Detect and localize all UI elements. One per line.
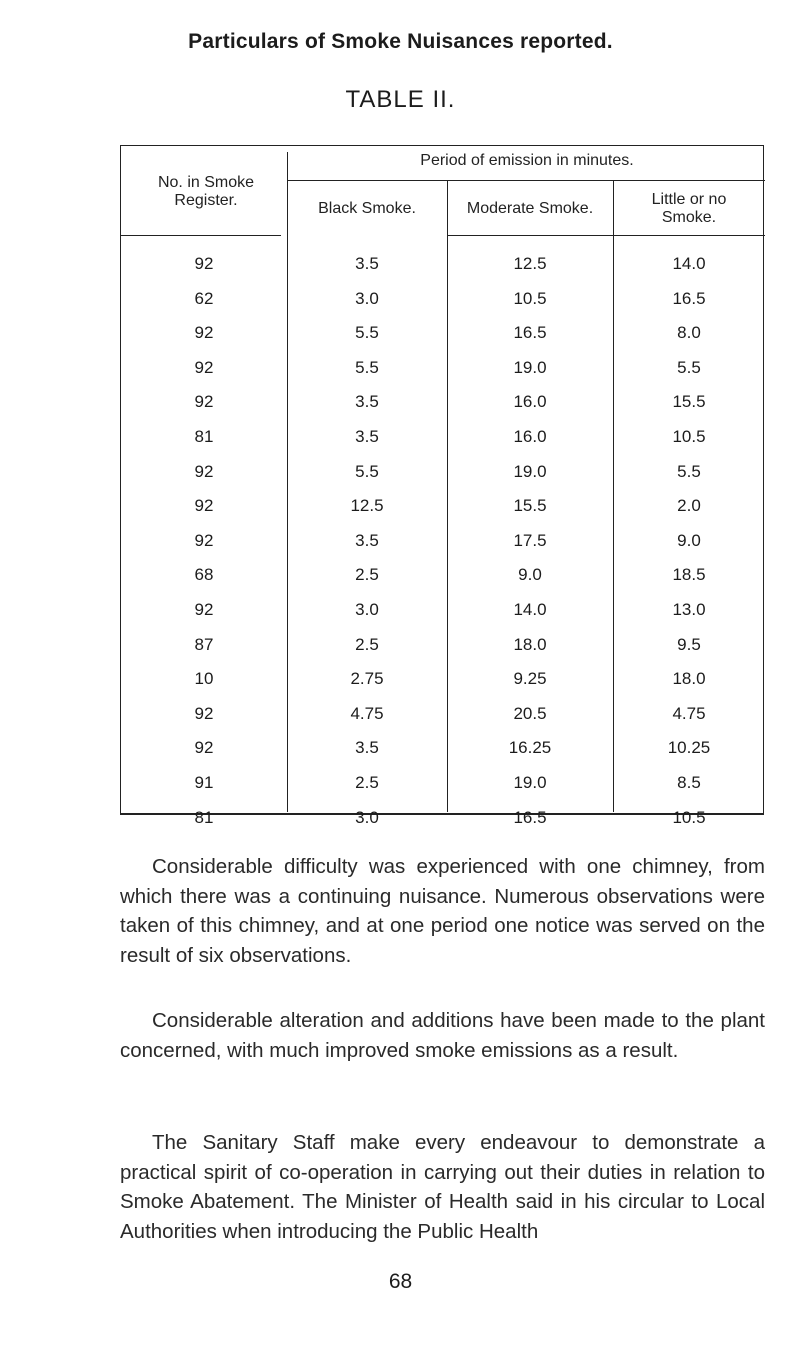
moderate-smoke-value: 14.0 [513, 599, 547, 619]
header-period-group: Period of emission in minutes. [420, 152, 634, 169]
little-smoke-value: 9.0 [677, 530, 701, 550]
moderate-smoke-value: 16.5 [513, 323, 547, 343]
black-smoke-value: 4.75 [350, 703, 384, 723]
register-number: 81 [194, 807, 214, 827]
little-smoke-value: 18.0 [672, 669, 706, 689]
register-number: 92 [194, 738, 214, 758]
moderate-smoke-value: 9.0 [518, 565, 542, 585]
header-black-smoke: Black Smoke. [318, 200, 416, 217]
little-smoke-value: 9.5 [677, 634, 701, 654]
black-smoke-value: 3.0 [355, 599, 379, 619]
black-smoke-value: 2.5 [355, 772, 379, 792]
register-number: 68 [194, 565, 214, 585]
black-smoke-value: 2.75 [350, 669, 384, 689]
black-smoke-value: 5.5 [355, 323, 379, 343]
moderate-smoke-value: 16.0 [513, 392, 547, 412]
group-header-rule [287, 180, 765, 181]
moderate-smoke-value: 12.5 [513, 254, 547, 273]
little-smoke-value: 15.5 [672, 392, 706, 412]
register-number: 91 [194, 772, 214, 792]
header-rule-register [121, 235, 281, 236]
header-register: No. in Smoke Register. [157, 174, 255, 209]
little-smoke-value: 14.0 [672, 254, 706, 273]
register-number: 92 [194, 392, 214, 412]
register-number: 92 [194, 323, 214, 343]
table-row [121, 734, 763, 769]
table-row [121, 388, 763, 423]
little-smoke-value: 4.75 [672, 703, 706, 723]
table-body [121, 250, 763, 838]
moderate-smoke-value: 16.0 [513, 426, 547, 446]
table-row [121, 596, 763, 631]
table-row [121, 769, 763, 804]
paragraph-plant-alteration [120, 1006, 765, 1065]
little-smoke-value: 10.25 [667, 738, 711, 758]
table-row [121, 527, 763, 562]
black-smoke-value: 3.5 [355, 392, 379, 412]
black-smoke-value: 3.5 [355, 530, 379, 550]
black-smoke-value: 12.5 [350, 496, 384, 516]
moderate-smoke-value: 17.5 [513, 530, 547, 550]
page-number: 68 [388, 1270, 413, 1293]
register-number: 92 [194, 461, 214, 481]
little-smoke-value: 2.0 [677, 496, 701, 516]
moderate-smoke-value: 19.0 [513, 461, 547, 481]
smoke-nuisance-table [120, 145, 764, 827]
moderate-smoke-value: 19.0 [513, 357, 547, 377]
moderate-smoke-value: 20.5 [513, 703, 547, 723]
black-smoke-value: 2.5 [355, 634, 379, 654]
moderate-smoke-value: 10.5 [513, 288, 547, 308]
header-little-smoke: Little or no Smoke. [651, 191, 727, 226]
black-smoke-value: 5.5 [355, 357, 379, 377]
moderate-smoke-value: 9.25 [513, 669, 547, 689]
little-smoke-value: 5.5 [677, 357, 701, 377]
black-smoke-value: 3.5 [355, 426, 379, 446]
page-heading: Particulars of Smoke Nuisances reported. [188, 30, 613, 53]
black-smoke-value: 2.5 [355, 565, 379, 585]
paragraph-sanitary-staff [120, 1128, 765, 1246]
register-number: 92 [194, 530, 214, 550]
table-row [121, 458, 763, 493]
register-number: 87 [194, 634, 214, 654]
paragraph-text: Considerable difficulty was experienced with one chimney, from which there was a continuing nuisance. Numerous observations were taken of this chimney, and at one period one notice was served on the result of six observations. [120, 855, 765, 967]
header-rule-moderate [447, 235, 613, 236]
register-number: 92 [194, 357, 214, 377]
little-smoke-value: 18.5 [672, 565, 706, 585]
black-smoke-value: 5.5 [355, 461, 379, 481]
black-smoke-value: 3.0 [355, 807, 379, 827]
little-smoke-value: 8.5 [677, 772, 701, 792]
register-number: 62 [194, 288, 214, 308]
table-row [121, 665, 763, 700]
table-row [121, 631, 763, 666]
paragraph-chimney-difficulty [120, 852, 765, 970]
header-moderate-smoke: Moderate Smoke. [466, 200, 594, 217]
little-smoke-value: 10.5 [672, 426, 706, 446]
table-row [121, 492, 763, 527]
table-row [121, 700, 763, 735]
moderate-smoke-value: 18.0 [513, 634, 547, 654]
little-smoke-value: 13.0 [672, 599, 706, 619]
table-row [121, 804, 763, 839]
register-number: 92 [194, 599, 214, 619]
register-number: 92 [194, 703, 214, 723]
header-rule-little [613, 235, 765, 236]
table-row [121, 354, 763, 389]
table-row [121, 250, 763, 285]
little-smoke-value: 8.0 [677, 323, 701, 343]
register-number: 10 [194, 669, 214, 689]
moderate-smoke-value: 16.5 [513, 807, 547, 827]
register-number: 92 [194, 496, 214, 516]
little-smoke-value: 16.5 [672, 288, 706, 308]
paragraph-text: Considerable alteration and additions have been made to the plant concerned, with much improved smoke emissions as a result. [120, 1009, 765, 1062]
table-row [121, 319, 763, 354]
moderate-smoke-value: 19.0 [513, 772, 547, 792]
register-number: 81 [194, 426, 214, 446]
table-row [121, 285, 763, 320]
moderate-smoke-value: 16.25 [508, 738, 552, 758]
little-smoke-value: 10.5 [672, 807, 706, 827]
moderate-smoke-value: 15.5 [513, 496, 547, 516]
black-smoke-value: 3.5 [355, 738, 379, 758]
table-row [121, 561, 763, 596]
black-smoke-value: 3.0 [355, 288, 379, 308]
black-smoke-value: 3.5 [355, 254, 379, 273]
little-smoke-value: 5.5 [677, 461, 701, 481]
register-number: 92 [194, 254, 214, 273]
table-title: TABLE II. [345, 86, 456, 113]
paragraph-text: The Sanitary Staff make every endeavour to demonstrate a practical spirit of co-operation in carrying out their duties in relation to Smoke Abatement. The Minister of Health said in his circular to Local Authorities when introducing the Public Health [120, 1131, 765, 1243]
table-row [121, 423, 763, 458]
